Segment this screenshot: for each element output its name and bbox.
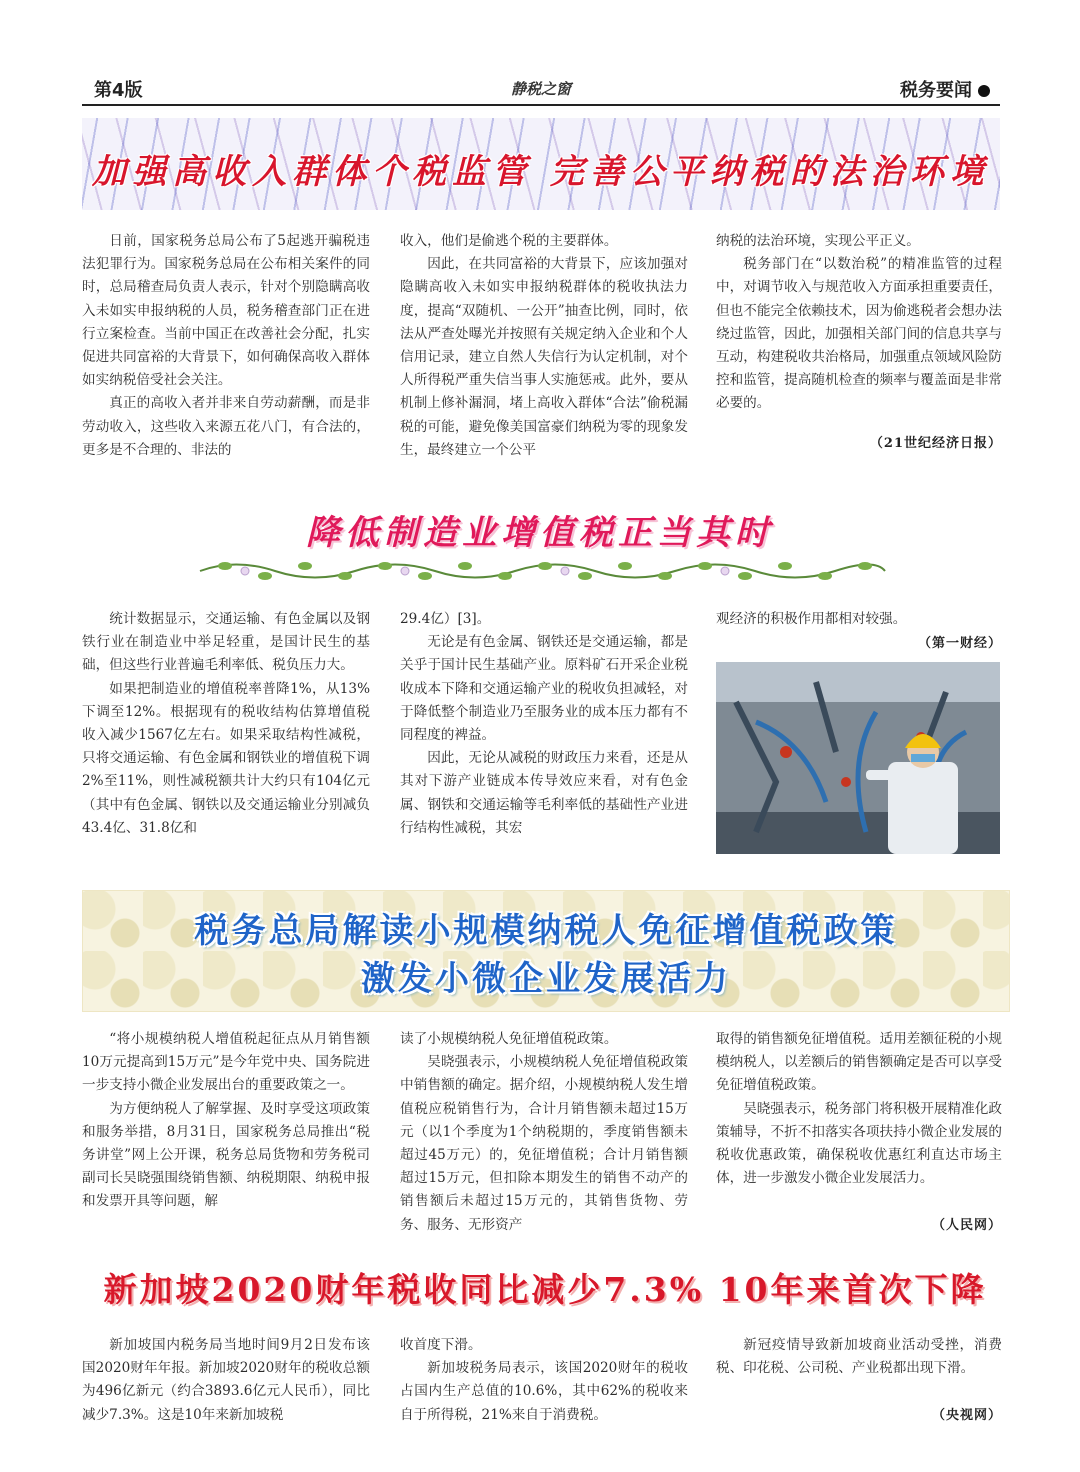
- page-number: 第4版: [94, 80, 143, 101]
- paragraph: 纳税的法治环境，实现公平正义。: [716, 233, 920, 249]
- paragraph: 读了小规模纳税人免征增值税政策。: [400, 1031, 618, 1047]
- article1-column-1: [82, 230, 370, 474]
- paragraph: 统计数据显示，交通运输、有色金属以及钢铁行业在制造业中举足轻重，是国计民生的基础，但这些行业普遍毛利率低、税负压力大。: [82, 611, 370, 674]
- bullet-icon: [978, 85, 990, 97]
- paragraph: 取得的销售额免征增值税。适用差额征税的小规模纳税人，以差额后的销售额确定是否可以享受免征增值税政策。: [716, 1031, 1002, 1094]
- paragraph: 新加坡国内税务局当地时间9月2日发布该国2020财年年报。新加坡2020财年的税收总额为496亿新元（约合3893.6亿元人民币），同比减少7.3%。这是10年来新加坡税: [82, 1337, 370, 1423]
- article1-column-3: [716, 230, 1002, 428]
- article2-column-3: [716, 608, 1002, 632]
- article4-source: （央视网）: [931, 1408, 1002, 1423]
- paper-name: 静税之窗: [510, 80, 571, 98]
- paragraph: 因此，无论从减税的财政压力来看，还是从其对下游产业链成本传导效应来看，对有色金属、钢铁和交通运输等毛利率低的基础性产业进行结构性减税，其宏: [400, 750, 688, 836]
- article1-title-banner: [82, 118, 1000, 210]
- section-name: [900, 76, 990, 102]
- paragraph: 吴晓强表示，税务部门将积极开展精准化政策辅导，不折不扣落实各项扶持小微企业发展的税收优惠政策，确保税收优惠红利直达市场主体，进一步激发小微企业发展活力。: [716, 1100, 1002, 1187]
- article1-source: （21世纪经济日报）: [869, 436, 1002, 451]
- paragraph: 无论是有色金属、钢铁还是交通运输，都是关乎于国计民生基础产业。原料矿石开采企业税收成本下降和交通运输产业的税收负担减轻，对于降低整个制造业乃至服务业的成本压力都有不同程度的裨益。: [400, 634, 688, 744]
- article3-title-line2: 激发小微企业发展活力: [361, 959, 731, 999]
- paragraph: 税务部门在“以数治税”的精准监管的过程中，对调节收入与规范收入方面承担重要责任，但也不能完全依赖技术，因为偷逃税者会想办法绕过监管，因此，加强相关部门间的信息共享与互动，构建税收共治格局，加强重点领域风险防控和监管，提高随机检查的频率与覆盖面是非常必要的。: [716, 256, 1002, 412]
- paragraph: 新冠疫情导致新加坡商业活动受挫，消费税、印花税、公司税、产业税都出现下滑。: [716, 1337, 1002, 1377]
- paragraph: 因此，在共同富裕的大背景下，应该加强对隐瞒高收入未如实申报纳税群体的税收执法力度，提高“双随机、一公开”抽查比例，同时，依法从严查处曝光并按照有关规定纳入企业和个人信用记录，建立自然人失信行为认定机制，对个人所得税严重失信当事人实施惩戒。此外，要从机制上修补漏洞，堵上高收入群体“合法”偷税漏税的可能，避免像美国富豪们纳税为零的现象发生，最终建立一个公平: [400, 256, 688, 458]
- paragraph: 新加坡税务局表示，该国2020财年的税收占国内生产总值的10.6%，其中62%的税收来自于所得税，21%来自于消费税。: [400, 1360, 688, 1423]
- paragraph: 29.4亿）[3]。: [400, 611, 491, 627]
- article4-title: 新加坡2020财年税收同比减少7.3% 10年来首次下降: [103, 1270, 987, 1309]
- article2-column-2: [400, 608, 688, 854]
- article2-source: （第一财经）: [917, 636, 1002, 651]
- article4-column-3: [716, 1334, 1002, 1404]
- article4-column-1: [82, 1334, 370, 1428]
- article3-title-line1: 税务总局解读小规模纳税人免征增值税政策: [194, 911, 898, 951]
- paragraph: 日前，国家税务总局公布了5起逃开骗税违法犯罪行为。国家税务总局在公布相关案件的同时，总局稽查局负责人表示，针对个别隐瞒高收入未如实申报纳税的人员，税务稽查部门正在进行立案检查。当前中国正在改善社会分配，扎实促进共同富裕的大背景下，如何确保高收入群体如实纳税倍受社会关注。: [82, 233, 370, 389]
- page-header: [82, 74, 1000, 106]
- paragraph: 吴晓强表示，小规模纳税人免征增值税政策中销售额的确定。据介绍，小规模纳税人发生增值税应税销售行为，合计月销售额未超过15万元（以1个季度为1个纳税期的，季度销售额未超过45万元）的，免征增值税；合计月销售额超过15万元，但扣除本期发生的销售不动产的销售额后未超过15万元的，其销售货物、劳务、服务、无形资产: [400, 1054, 688, 1233]
- article3-source: （人民网）: [931, 1218, 1002, 1233]
- article2-column-1: [82, 608, 370, 854]
- paragraph: 收入，他们是偷逃个税的主要群体。: [400, 233, 618, 249]
- paragraph: 为方便纳税人了解掌握、及时享受这项政策和服务举措，8月31日，国家税务总局推出“税务讲堂”网上公开课，税务总局货物和劳务税司副司长吴晓强围绕销售额、纳税期限、纳税申报和发票开具等问题，解: [82, 1100, 370, 1210]
- paragraph: 观经济的积极作用都相对较强。: [716, 611, 907, 627]
- article3-title-banner: [82, 890, 1010, 1012]
- article3-column-3: [716, 1028, 1002, 1214]
- paragraph: 收首度下滑。: [400, 1337, 482, 1353]
- paragraph: 真正的高收入者并非来自劳动薪酬，而是非劳动收入，这些收入来源五花八门，有合法的，更多是不合理的、非法的: [82, 395, 370, 458]
- article4-column-2: [400, 1334, 688, 1428]
- article2-title: 降低制造业增值税正当其时: [306, 513, 774, 553]
- paragraph: 如果把制造业的增值税率普降1%，从13%下调至12%。根据现有的税收结构估算增值税收入减少1567亿左右。如果采取结构性减税，只将交通运输、有色金属和钢铁业的增值税下调2%至11%，则性减税额共计大约只有104亿元（其中有色金属、钢铁以及交通运输业分别减负43.4亿、31.8亿和: [82, 680, 370, 836]
- section-label: 税务要闻: [900, 80, 972, 101]
- article1-title: 加强高收入群体个税监管 完善公平纳税的法治环境: [92, 152, 990, 192]
- vine-divider-icon: [195, 556, 890, 586]
- article1-column-2: [400, 230, 688, 474]
- article3-column-2: [400, 1028, 688, 1238]
- factory-worker-photo: [716, 662, 1000, 854]
- paragraph: “将小规模纳税人增值税起征点从月销售额10万元提高到15万元”是今年党中央、国务院进一步支持小微企业发展出台的重要政策之一。: [82, 1031, 370, 1094]
- article3-column-1: [82, 1028, 370, 1238]
